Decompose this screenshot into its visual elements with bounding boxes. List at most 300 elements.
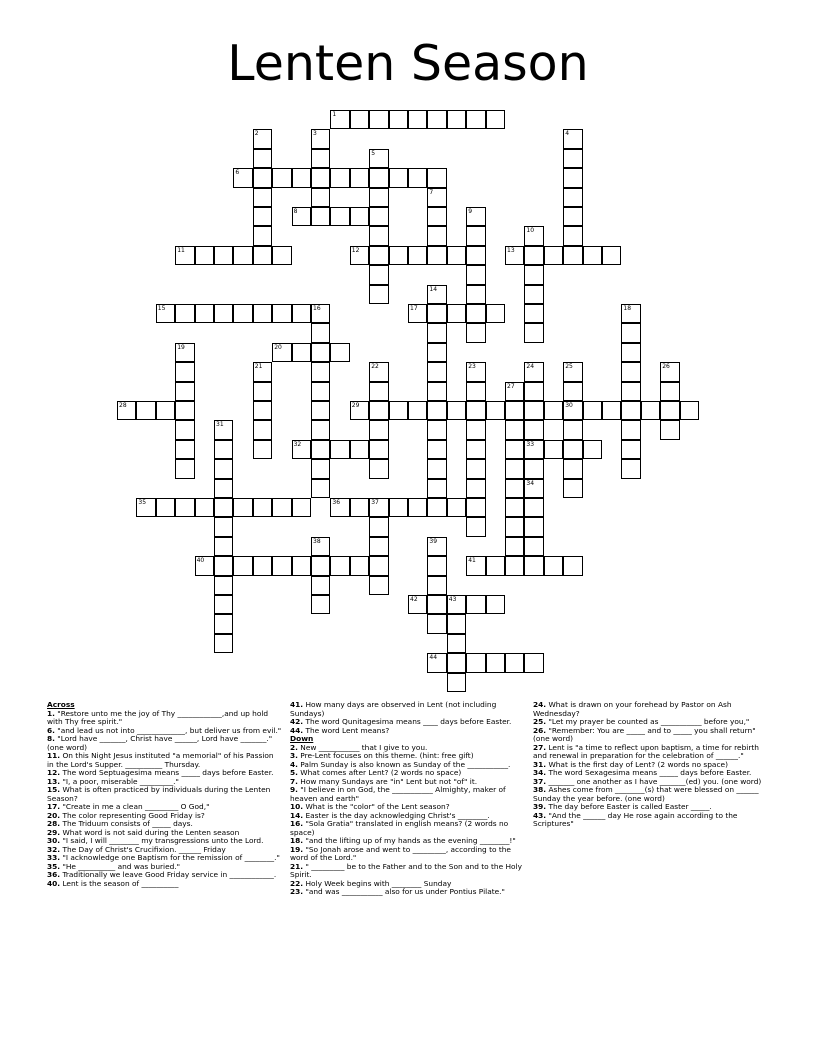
grid-cell[interactable]	[466, 323, 485, 342]
grid-cell[interactable]	[544, 440, 563, 459]
grid-cell[interactable]	[253, 129, 272, 148]
grid-cell[interactable]	[466, 226, 485, 245]
grid-cell[interactable]	[544, 401, 563, 420]
clue-number: 38	[313, 537, 321, 545]
clue-number: 28	[119, 402, 127, 409]
grid-cell[interactable]	[505, 537, 524, 556]
grid-cell[interactable]	[427, 285, 446, 304]
clue-number-label: 36.	[47, 870, 61, 879]
grid-cell[interactable]	[389, 246, 408, 265]
grid-cell[interactable]	[311, 479, 330, 498]
grid-cell[interactable]	[427, 537, 446, 556]
grid-cell[interactable]	[330, 168, 349, 187]
grid-cell[interactable]	[311, 362, 330, 381]
grid-cell[interactable]	[660, 401, 679, 420]
grid-cell[interactable]	[466, 207, 485, 226]
grid-cell[interactable]	[272, 168, 291, 187]
grid-cell[interactable]	[563, 168, 582, 187]
clue-number: 12	[351, 246, 360, 254]
grid-cell[interactable]	[427, 614, 446, 633]
clue-text: "Let my prayer be counted as ___________ before you,"	[546, 717, 750, 726]
grid-cell[interactable]	[466, 440, 485, 459]
grid-cell[interactable]	[330, 110, 349, 129]
grid-cell[interactable]	[311, 576, 330, 595]
grid-cell[interactable]	[369, 556, 388, 575]
grid-cell[interactable]	[369, 226, 388, 245]
grid-cell[interactable]	[427, 556, 446, 575]
clue-text: Palm Sunday is also known as Sunday of the ___________.	[297, 759, 511, 769]
grid-cell[interactable]	[253, 498, 272, 517]
clue-number-label: 29.	[47, 827, 61, 837]
grid-cell[interactable]	[524, 459, 543, 478]
grid-cell[interactable]	[369, 168, 388, 187]
grid-cell[interactable]	[466, 265, 485, 284]
grid-cell[interactable]	[369, 246, 388, 265]
grid-cell[interactable]	[253, 362, 272, 381]
grid-cell[interactable]	[408, 401, 427, 420]
grid-cell[interactable]	[253, 420, 272, 439]
grid-cell[interactable]	[466, 479, 485, 498]
grid-cell[interactable]	[311, 382, 330, 401]
grid-cell[interactable]	[660, 420, 679, 439]
grid-cell[interactable]	[466, 246, 485, 265]
grid-cell[interactable]	[350, 556, 369, 575]
clue-text: "I believe in on God, the ___________ Almighty, maker of heaven and earth"	[290, 785, 506, 803]
grid-cell[interactable]	[447, 673, 466, 692]
grid-cell[interactable]	[292, 440, 311, 459]
grid-cell[interactable]	[233, 304, 252, 323]
grid-cell[interactable]	[408, 304, 427, 323]
grid-cell[interactable]	[427, 420, 446, 439]
grid-cell[interactable]	[524, 265, 543, 284]
grid-cell[interactable]	[524, 420, 543, 439]
clue-item	[290, 786, 525, 803]
grid-cell[interactable]	[253, 440, 272, 459]
grid-cell[interactable]	[136, 401, 155, 420]
grid-cell[interactable]	[524, 246, 543, 265]
clue-number-label: 4.	[290, 759, 298, 769]
clue-text: Ashes come from ________(s) that were blessed on ______ Sunday the year before. (one word)	[533, 785, 759, 803]
grid-cell[interactable]	[350, 401, 369, 420]
grid-cell[interactable]	[214, 537, 233, 556]
grid-cell[interactable]	[214, 595, 233, 614]
grid-cell[interactable]	[486, 401, 505, 420]
grid-cell[interactable]	[427, 576, 446, 595]
grid-cell[interactable]	[156, 401, 175, 420]
grid-cell[interactable]	[466, 498, 485, 517]
grid-cell[interactable]	[369, 285, 388, 304]
grid-cell[interactable]	[466, 382, 485, 401]
clue-text: New ___________ that I give to you.	[297, 742, 428, 752]
grid-cell[interactable]	[447, 246, 466, 265]
grid-cell[interactable]	[195, 304, 214, 323]
grid-cell[interactable]	[214, 304, 233, 323]
grid-cell[interactable]	[369, 576, 388, 595]
clue-number-label: 18.	[290, 836, 304, 845]
grid-cell[interactable]	[292, 168, 311, 187]
grid-cell[interactable]	[505, 498, 524, 517]
grid-cell[interactable]	[175, 362, 194, 381]
grid-cell[interactable]	[175, 440, 194, 459]
clue-number-label: 10.	[290, 802, 304, 811]
grid-cell[interactable]	[369, 459, 388, 478]
grid-cell[interactable]	[660, 362, 679, 381]
grid-cell[interactable]	[563, 246, 582, 265]
grid-cell[interactable]	[175, 459, 194, 478]
grid-cell[interactable]	[447, 634, 466, 653]
grid-cell[interactable]	[505, 246, 524, 265]
grid-cell[interactable]	[563, 129, 582, 148]
grid-cell[interactable]	[505, 440, 524, 459]
clue-number: 37	[371, 499, 379, 506]
grid-cell[interactable]	[214, 498, 233, 517]
grid-cell[interactable]	[408, 595, 427, 614]
grid-cell[interactable]	[311, 323, 330, 342]
grid-cell[interactable]	[350, 440, 369, 459]
grid-cell[interactable]	[505, 517, 524, 536]
clue-number-label: 14.	[290, 810, 304, 820]
grid-cell[interactable]	[233, 168, 252, 187]
grid-cell[interactable]	[369, 420, 388, 439]
grid-cell[interactable]	[214, 556, 233, 575]
grid-cell[interactable]	[563, 556, 582, 575]
clue-item	[290, 820, 525, 837]
grid-cell[interactable]	[292, 498, 311, 517]
grid-cell[interactable]	[524, 537, 543, 556]
grid-cell[interactable]	[427, 343, 446, 362]
grid-cell[interactable]	[583, 401, 602, 420]
grid-cell[interactable]	[524, 323, 543, 342]
grid-cell[interactable]	[466, 653, 485, 672]
grid-cell[interactable]	[214, 634, 233, 653]
grid-cell[interactable]	[505, 420, 524, 439]
grid-cell[interactable]	[427, 595, 446, 614]
clue-number: 19	[177, 343, 185, 351]
clue-number-label: 22.	[290, 878, 304, 888]
grid-cell[interactable]	[389, 498, 408, 517]
grid-cell[interactable]	[175, 401, 194, 420]
grid-cell[interactable]	[311, 207, 330, 226]
clue-text: What is drawn on your forehead by Pastor on Ash Wednesday?	[533, 700, 732, 718]
grid-cell[interactable]	[427, 440, 446, 459]
grid-cell[interactable]	[389, 401, 408, 420]
grid-cell[interactable]	[427, 479, 446, 498]
clue-text: How many days are observed in Lent (not including Sundays)	[290, 700, 497, 718]
clue-number: 25	[565, 363, 573, 371]
grid-cell[interactable]	[311, 595, 330, 614]
grid-cell[interactable]	[195, 498, 214, 517]
grid-cell[interactable]	[447, 595, 466, 614]
clue-text: The Day of Christ's Crucifixion. ______ Friday	[60, 844, 226, 854]
grid-cell[interactable]	[311, 537, 330, 556]
clue-number: 13	[507, 246, 515, 254]
grid-cell[interactable]	[156, 498, 175, 517]
grid-cell[interactable]	[447, 614, 466, 633]
grid-cell[interactable]	[524, 401, 543, 420]
grid-cell[interactable]	[369, 382, 388, 401]
grid-cell[interactable]	[253, 226, 272, 245]
grid-cell[interactable]	[621, 382, 640, 401]
grid-cell[interactable]	[253, 246, 272, 265]
grid-cell[interactable]	[272, 498, 291, 517]
grid-cell[interactable]	[214, 479, 233, 498]
grid-cell[interactable]	[447, 401, 466, 420]
grid-cell[interactable]	[369, 265, 388, 284]
grid-cell[interactable]	[175, 420, 194, 439]
grid-cell[interactable]	[156, 304, 175, 323]
grid-cell[interactable]	[311, 556, 330, 575]
grid-cell[interactable]	[369, 498, 388, 517]
grid-cell[interactable]	[233, 246, 252, 265]
grid-cell[interactable]	[524, 226, 543, 245]
grid-cell[interactable]	[563, 459, 582, 478]
grid-cell[interactable]	[214, 576, 233, 595]
grid-cell[interactable]	[524, 498, 543, 517]
grid-cell[interactable]	[505, 401, 524, 420]
grid-cell[interactable]	[214, 420, 233, 439]
grid-cell[interactable]	[369, 401, 388, 420]
grid-cell[interactable]	[311, 129, 330, 148]
grid-cell[interactable]	[524, 362, 543, 381]
grid-cell[interactable]	[621, 401, 640, 420]
grid-cell[interactable]	[214, 517, 233, 536]
clue-number: 3	[313, 130, 317, 138]
grid-cell[interactable]	[447, 110, 466, 129]
grid-cell[interactable]	[292, 207, 311, 226]
grid-cell[interactable]	[621, 343, 640, 362]
grid-cell[interactable]	[330, 207, 349, 226]
grid-cell[interactable]	[427, 362, 446, 381]
grid-cell[interactable]	[214, 614, 233, 633]
grid-cell[interactable]	[195, 246, 214, 265]
grid-cell[interactable]	[408, 168, 427, 187]
grid-cell[interactable]	[563, 226, 582, 245]
grid-cell[interactable]	[233, 498, 252, 517]
grid-cell[interactable]	[272, 246, 291, 265]
grid-cell[interactable]	[253, 168, 272, 187]
clue-text: " _________ be to the Father and to the Son and to the Holy Spirit.	[290, 861, 523, 879]
grid-cell[interactable]	[524, 479, 543, 498]
grid-cell[interactable]	[253, 401, 272, 420]
grid-cell[interactable]	[427, 653, 446, 672]
grid-cell[interactable]	[524, 285, 543, 304]
clue-item	[290, 701, 525, 718]
grid-cell[interactable]	[175, 246, 194, 265]
grid-cell[interactable]	[175, 382, 194, 401]
grid-cell[interactable]	[350, 207, 369, 226]
grid-cell[interactable]	[563, 188, 582, 207]
grid-cell[interactable]	[447, 498, 466, 517]
grid-cell[interactable]	[330, 343, 349, 362]
grid-cell[interactable]	[311, 420, 330, 439]
grid-cell[interactable]	[369, 440, 388, 459]
grid-cell[interactable]	[253, 556, 272, 575]
grid-cell[interactable]	[621, 459, 640, 478]
grid-cell[interactable]	[583, 246, 602, 265]
grid-cell[interactable]	[427, 188, 446, 207]
grid-cell[interactable]	[427, 382, 446, 401]
grid-cell[interactable]	[505, 653, 524, 672]
grid-cell[interactable]	[660, 382, 679, 401]
grid-cell[interactable]	[427, 246, 446, 265]
grid-cell[interactable]	[486, 556, 505, 575]
grid-cell[interactable]	[195, 556, 214, 575]
grid-cell[interactable]	[214, 246, 233, 265]
grid-cell[interactable]	[466, 595, 485, 614]
grid-cell[interactable]	[389, 168, 408, 187]
grid-cell[interactable]	[466, 401, 485, 420]
grid-cell[interactable]	[427, 110, 446, 129]
clue-number-label: 15.	[47, 785, 61, 794]
puzzle-title: Lenten Season	[227, 35, 589, 92]
grid-cell[interactable]	[524, 382, 543, 401]
grid-cell[interactable]	[272, 304, 291, 323]
grid-cell[interactable]	[272, 556, 291, 575]
clue-item	[47, 786, 282, 803]
clue-text: What is often practiced by individuals during the Lenten Season?	[47, 785, 271, 803]
grid-cell[interactable]	[505, 556, 524, 575]
grid-cell[interactable]	[408, 498, 427, 517]
grid-cell[interactable]	[350, 168, 369, 187]
grid-cell[interactable]	[563, 479, 582, 498]
grid-cell[interactable]	[311, 168, 330, 187]
grid-cell[interactable]	[253, 207, 272, 226]
grid-cell[interactable]	[466, 459, 485, 478]
clue-number: 42	[410, 596, 418, 603]
grid-cell[interactable]	[466, 556, 485, 575]
clue-number-label: 11.	[47, 751, 61, 760]
grid-cell[interactable]	[427, 498, 446, 517]
grid-cell[interactable]	[272, 343, 291, 362]
grid-cell[interactable]	[563, 401, 582, 420]
grid-cell[interactable]	[427, 459, 446, 478]
grid-cell[interactable]	[233, 556, 252, 575]
grid-cell[interactable]	[175, 343, 194, 362]
grid-cell[interactable]	[175, 498, 194, 517]
grid-cell[interactable]	[214, 440, 233, 459]
grid-cell[interactable]	[563, 149, 582, 168]
grid-cell[interactable]	[369, 188, 388, 207]
grid-cell[interactable]	[602, 246, 621, 265]
grid-cell[interactable]	[621, 323, 640, 342]
grid-cell[interactable]	[544, 556, 563, 575]
grid-cell[interactable]	[427, 207, 446, 226]
grid-cell[interactable]	[369, 517, 388, 536]
grid-cell[interactable]	[330, 498, 349, 517]
grid-cell[interactable]	[253, 149, 272, 168]
grid-cell[interactable]	[311, 304, 330, 323]
grid-cell[interactable]	[117, 401, 136, 420]
clue-number-label: 5.	[290, 768, 298, 777]
grid-cell[interactable]	[505, 479, 524, 498]
grid-cell[interactable]	[524, 653, 543, 672]
grid-cell[interactable]	[447, 304, 466, 323]
grid-cell[interactable]	[621, 440, 640, 459]
grid-cell[interactable]	[311, 188, 330, 207]
grid-cell[interactable]	[641, 401, 660, 420]
grid-cell[interactable]	[466, 420, 485, 439]
grid-cell[interactable]	[563, 207, 582, 226]
grid-cell[interactable]	[621, 362, 640, 381]
clue-item	[47, 880, 282, 889]
grid-cell[interactable]	[311, 440, 330, 459]
grid-cell[interactable]	[486, 110, 505, 129]
grid-cell[interactable]	[175, 304, 194, 323]
grid-cell[interactable]	[311, 149, 330, 168]
grid-cell[interactable]	[466, 110, 485, 129]
grid-cell[interactable]	[466, 517, 485, 536]
grid-cell[interactable]	[311, 343, 330, 362]
grid-cell[interactable]	[447, 653, 466, 672]
grid-cell[interactable]	[505, 382, 524, 401]
grid-cell[interactable]	[292, 304, 311, 323]
grid-cell[interactable]	[427, 226, 446, 245]
grid-cell[interactable]	[389, 110, 408, 129]
grid-cell[interactable]	[621, 420, 640, 439]
grid-cell[interactable]	[486, 304, 505, 323]
grid-cell[interactable]	[466, 304, 485, 323]
grid-cell[interactable]	[253, 188, 272, 207]
grid-cell[interactable]	[563, 382, 582, 401]
grid-cell[interactable]	[253, 304, 272, 323]
grid-cell[interactable]	[602, 401, 621, 420]
grid-cell[interactable]	[214, 459, 233, 478]
grid-cell[interactable]	[253, 382, 272, 401]
grid-cell[interactable]	[524, 517, 543, 536]
grid-cell[interactable]	[350, 498, 369, 517]
grid-cell[interactable]	[369, 537, 388, 556]
grid-cell[interactable]	[136, 498, 155, 517]
grid-cell[interactable]	[369, 149, 388, 168]
clue-number: 41	[468, 557, 476, 565]
grid-cell[interactable]	[563, 440, 582, 459]
grid-cell[interactable]	[427, 168, 446, 187]
grid-cell[interactable]	[369, 207, 388, 226]
grid-cell[interactable]	[369, 362, 388, 381]
clue-number-label: 40.	[47, 878, 61, 888]
grid-cell[interactable]	[292, 556, 311, 575]
grid-cell[interactable]	[486, 595, 505, 614]
grid-cell[interactable]	[350, 110, 369, 129]
clue-number-label: 12.	[47, 768, 61, 777]
grid-cell[interactable]	[427, 304, 446, 323]
grid-cell[interactable]	[524, 556, 543, 575]
grid-cell[interactable]	[311, 401, 330, 420]
grid-cell[interactable]	[621, 304, 640, 323]
grid-cell[interactable]	[350, 246, 369, 265]
grid-cell[interactable]	[427, 323, 446, 342]
grid-cell[interactable]	[524, 304, 543, 323]
grid-cell[interactable]	[505, 459, 524, 478]
grid-cell[interactable]	[427, 401, 446, 420]
grid-cell[interactable]	[583, 440, 602, 459]
grid-cell[interactable]	[486, 653, 505, 672]
grid-cell[interactable]	[408, 246, 427, 265]
grid-cell[interactable]	[311, 459, 330, 478]
grid-cell[interactable]	[292, 343, 311, 362]
grid-cell[interactable]	[330, 556, 349, 575]
grid-cell[interactable]	[524, 440, 543, 459]
grid-cell[interactable]	[466, 285, 485, 304]
grid-cell[interactable]	[544, 246, 563, 265]
grid-cell[interactable]	[408, 110, 427, 129]
grid-cell[interactable]	[369, 110, 388, 129]
grid-cell[interactable]	[680, 401, 699, 420]
grid-cell[interactable]	[563, 420, 582, 439]
grid-cell[interactable]	[563, 362, 582, 381]
grid-cell[interactable]	[330, 440, 349, 459]
grid-cell[interactable]	[466, 362, 485, 381]
